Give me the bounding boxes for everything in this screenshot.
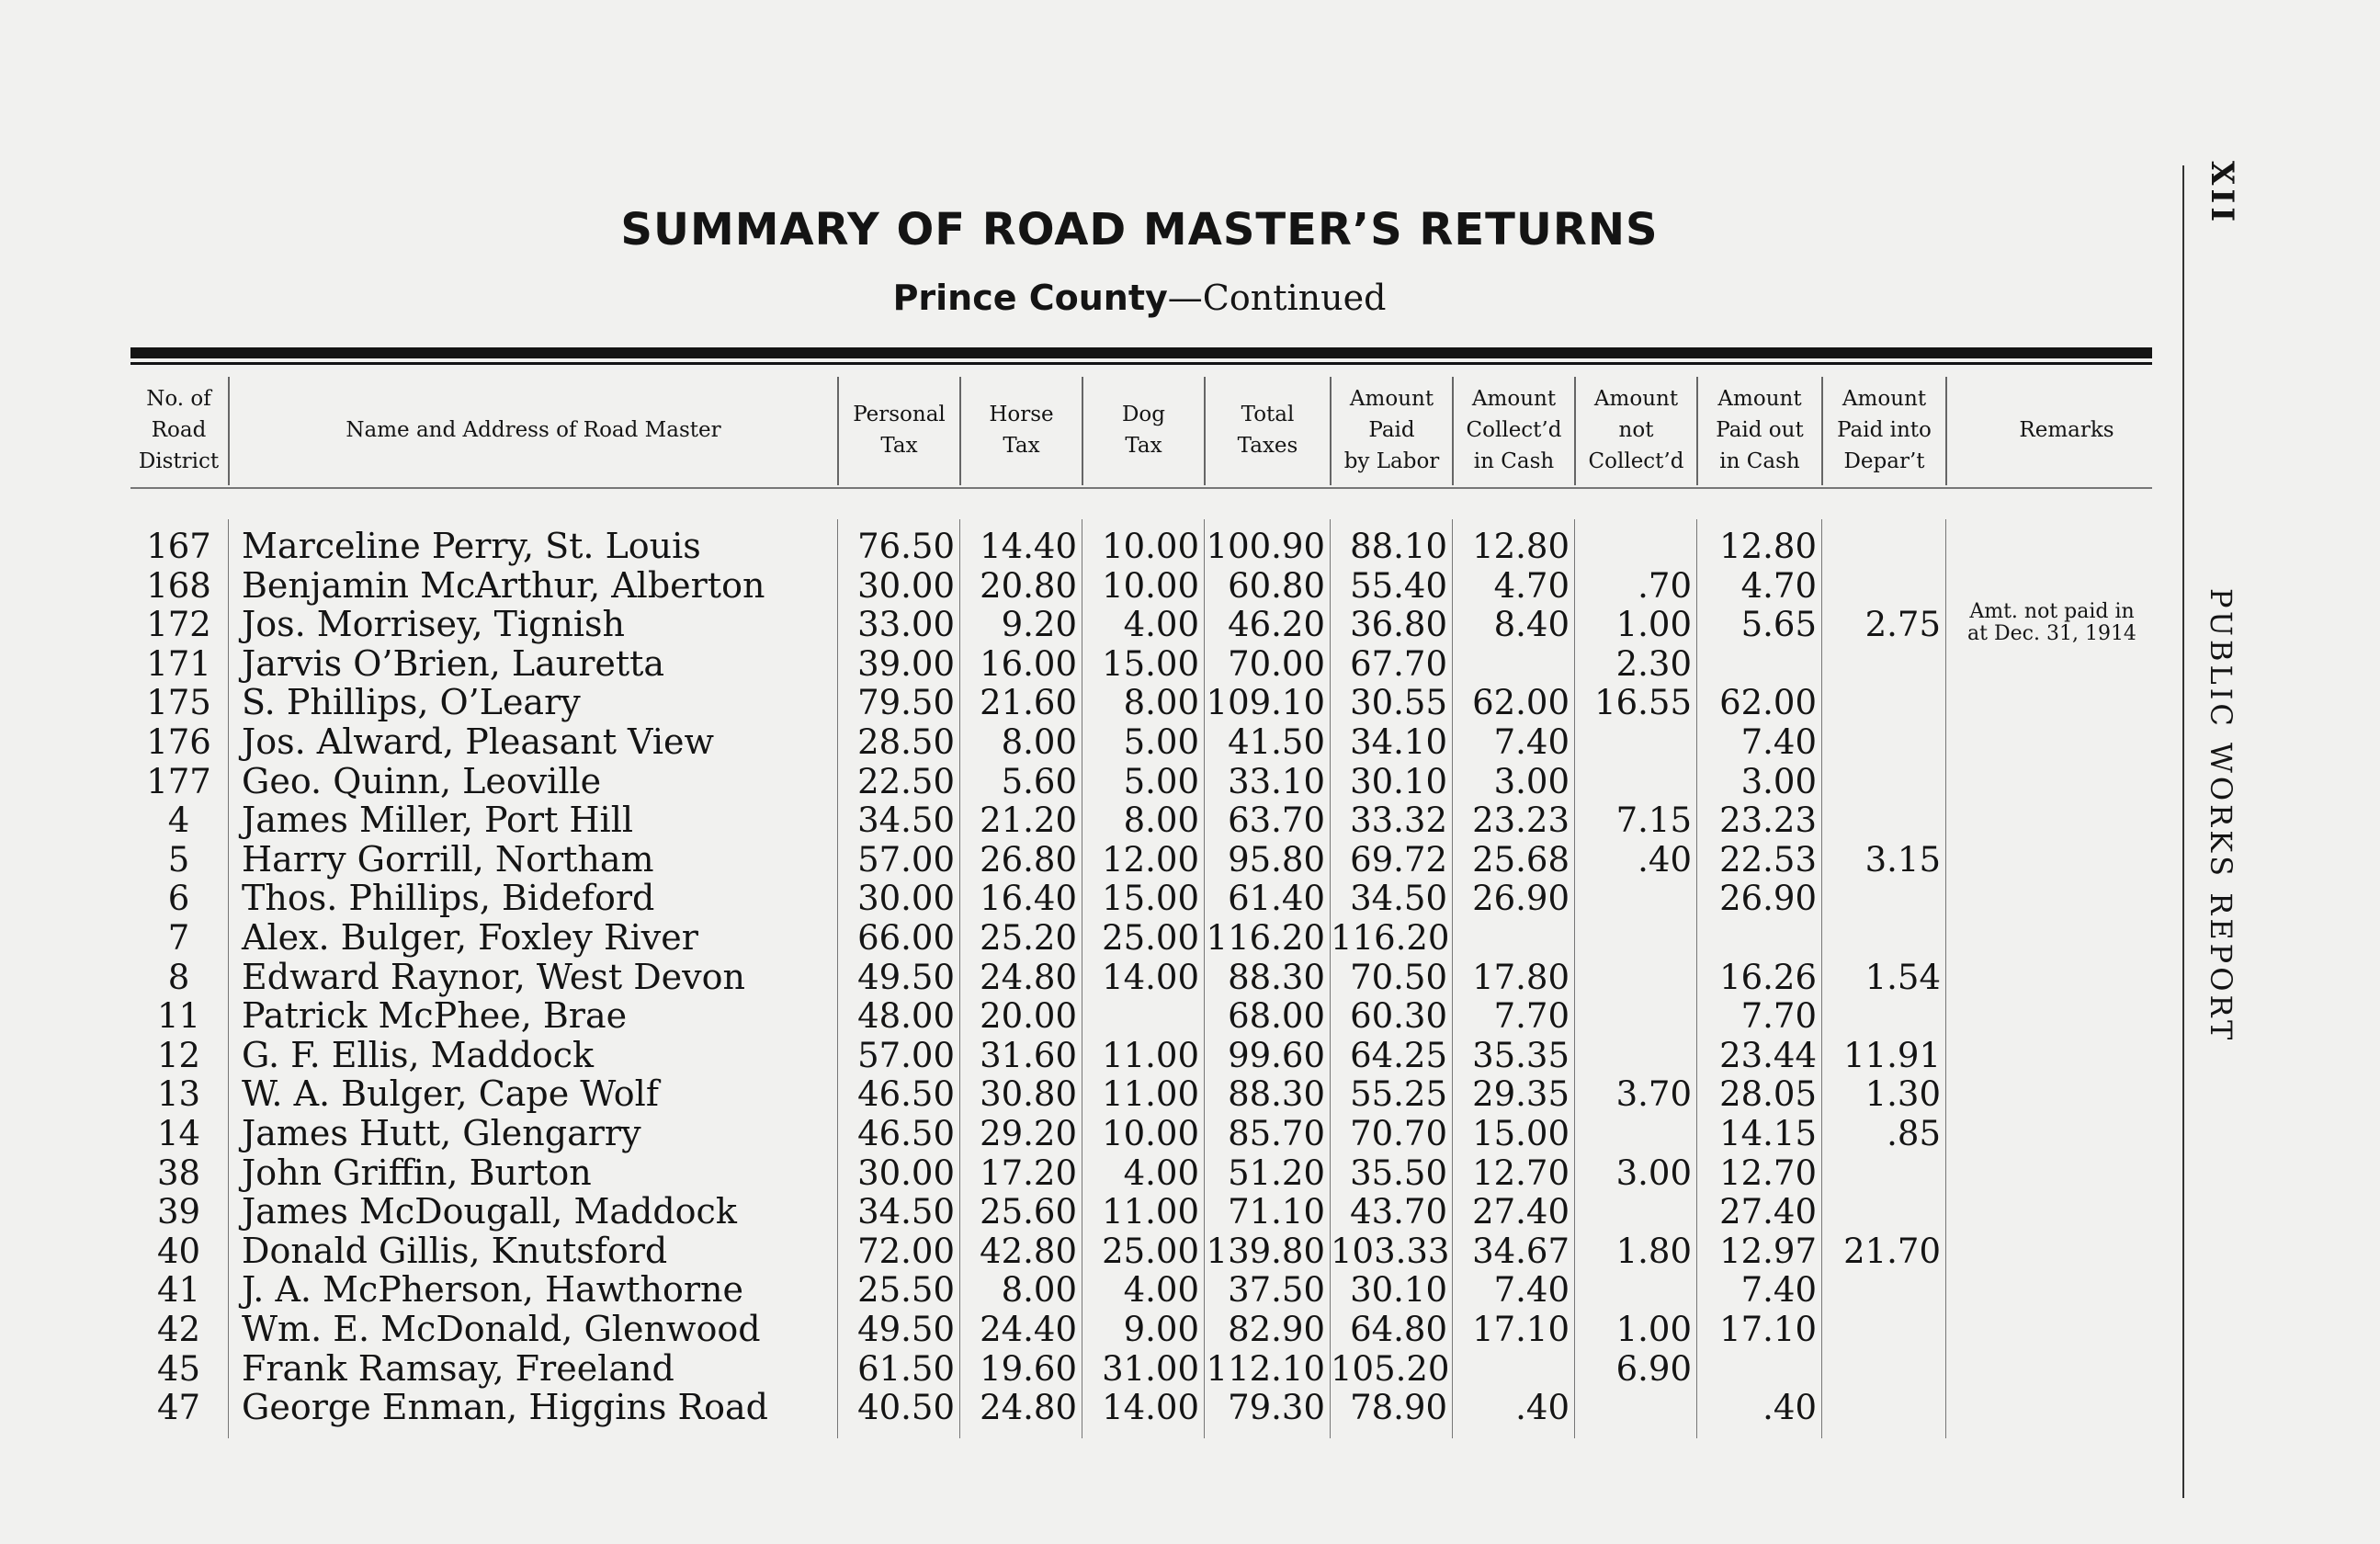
name-address-cell: Jos. Alward, Pleasant View (242, 721, 714, 762)
not-collected-cell (1575, 1114, 1697, 1153)
paid-by-labor-cell: 55.25 (1350, 1074, 1447, 1115)
page-title: SUMMARY OF ROAD MASTER’S RETURNS (620, 204, 1659, 255)
total-taxes-cell: 85.70 (1228, 1114, 1325, 1153)
remark-note: Amt. not paid in at Dec. 31, 1914 (1967, 600, 2136, 646)
personal-tax-cell: 30.00 (857, 879, 955, 919)
not-collected-cell (1575, 1036, 1697, 1075)
header-paid-by-labor: Amount Paid by Labor (1343, 387, 1440, 473)
name-address-cell: James Hutt, Glengarry (242, 1113, 641, 1153)
personal-tax-cell: 46.50 (857, 1114, 955, 1153)
personal-tax-cell: 34.50 (857, 800, 955, 841)
header-column-divider (1204, 377, 1206, 485)
district-cell: 40 (156, 1231, 201, 1271)
dog-tax-cell: 11.00 (1102, 1035, 1199, 1075)
horse-tax-cell: 8.00 (1001, 1270, 1077, 1311)
personal-tax-cell: 40.50 (857, 1388, 955, 1428)
horse-tax-cell: 24.40 (980, 1310, 1077, 1349)
horse-tax-cell: 26.80 (980, 839, 1077, 880)
header-name-address: Name and Address of Road Master (346, 418, 721, 442)
collected-in-cash-cell (1453, 644, 1575, 684)
dog-tax-cell: 14.00 (1102, 1388, 1199, 1428)
not-collected-cell (1575, 722, 1697, 762)
name-address-cell: Benjamin McArthur, Alberton (242, 564, 765, 606)
collected-in-cash-cell: 12.80 (1472, 527, 1570, 566)
personal-tax-cell: 57.00 (857, 839, 955, 880)
paid-out-in-cash-cell (1697, 644, 1822, 684)
horse-tax-cell: 20.00 (980, 996, 1077, 1037)
district-cell: 167 (146, 527, 211, 566)
collected-in-cash-cell (1453, 1349, 1575, 1389)
not-collected-cell (1575, 762, 1697, 801)
total-taxes-cell: 63.70 (1228, 800, 1325, 841)
district-cell: 7 (167, 918, 190, 958)
district-cell: 4 (167, 800, 190, 841)
personal-tax-cell: 34.50 (857, 1192, 955, 1232)
paid-out-in-cash-cell: 16.26 (1719, 957, 1817, 997)
collected-in-cash-cell: 27.40 (1472, 1192, 1570, 1232)
dog-tax-cell: 15.00 (1102, 643, 1199, 684)
collected-in-cash-cell: 35.35 (1472, 1035, 1570, 1075)
horse-tax-cell: 31.60 (980, 1035, 1077, 1075)
not-collected-cell (1575, 1270, 1697, 1310)
paid-out-in-cash-cell: 27.40 (1719, 1192, 1817, 1232)
district-cell: 39 (156, 1192, 201, 1232)
paid-by-labor-cell: 35.50 (1350, 1152, 1447, 1193)
name-address-cell: Patrick McPhee, Brae (242, 995, 628, 1037)
paid-into-department-cell (1822, 1192, 1946, 1232)
running-head: PUBLIC WORKS REPORT (2204, 588, 2238, 1044)
horse-tax-cell: 16.40 (980, 879, 1077, 919)
paid-out-in-cash-cell: 14.15 (1719, 1114, 1817, 1153)
paid-out-in-cash-cell (1697, 918, 1822, 958)
paid-by-labor-cell: 64.80 (1350, 1310, 1447, 1349)
paid-into-department-cell (1822, 527, 1946, 566)
paid-out-in-cash-cell: 26.90 (1719, 879, 1817, 919)
paid-into-department-cell: 3.15 (1864, 839, 1941, 880)
paid-by-labor-cell: 34.10 (1350, 722, 1447, 762)
paid-out-in-cash-cell: 12.97 (1719, 1231, 1817, 1271)
paid-by-labor-cell: 88.10 (1350, 527, 1447, 566)
total-taxes-cell: 71.10 (1228, 1192, 1325, 1232)
page-number: XII (2204, 161, 2240, 226)
right-margin-rule (2182, 165, 2184, 1498)
dog-tax-cell: 15.00 (1102, 879, 1199, 919)
total-taxes-cell: 88.30 (1228, 1074, 1325, 1115)
paid-by-labor-cell: 30.55 (1350, 683, 1447, 723)
personal-tax-cell: 33.00 (857, 605, 955, 645)
name-address-cell: Geo. Quinn, Leoville (242, 760, 602, 801)
collected-in-cash-cell: 17.80 (1472, 957, 1570, 997)
district-cell: 6 (167, 879, 190, 919)
paid-into-department-cell (1822, 566, 1946, 606)
name-address-cell: James McDougall, Maddock (242, 1191, 737, 1232)
district-cell: 171 (146, 643, 211, 684)
header-bottom-rule (130, 487, 2152, 489)
paid-out-in-cash-cell: 7.70 (1740, 996, 1817, 1037)
header-column-divider (1696, 377, 1698, 485)
personal-tax-cell: 30.00 (857, 1152, 955, 1193)
horse-tax-cell: 8.00 (1001, 722, 1077, 762)
collected-in-cash-cell: 26.90 (1472, 879, 1570, 919)
header-remarks: Remarks (2019, 418, 2114, 442)
not-collected-cell (1575, 1192, 1697, 1232)
personal-tax-cell: 72.00 (857, 1231, 955, 1271)
paid-into-department-cell (1822, 762, 1946, 801)
horse-tax-cell: 24.80 (980, 1388, 1077, 1428)
district-cell: 13 (156, 1074, 201, 1115)
not-collected-cell: 3.00 (1615, 1152, 1692, 1193)
paid-out-in-cash-cell: 7.40 (1740, 722, 1817, 762)
paid-into-department-cell (1822, 918, 1946, 958)
paid-by-labor-cell: 116.20 (1331, 918, 1450, 958)
total-taxes-cell: 99.60 (1228, 1035, 1325, 1075)
paid-by-labor-cell: 78.90 (1350, 1388, 1447, 1428)
dog-tax-cell: 9.00 (1123, 1310, 1199, 1349)
horse-tax-cell: 14.40 (980, 527, 1077, 566)
paid-by-labor-cell: 64.25 (1350, 1035, 1447, 1075)
paid-by-labor-cell: 69.72 (1350, 839, 1447, 880)
not-collected-cell: 1.80 (1615, 1231, 1692, 1271)
header-paid-into-department: Amount Paid into Depar’t (1837, 387, 1932, 473)
personal-tax-cell: 76.50 (857, 527, 955, 566)
collected-in-cash-cell: 23.23 (1472, 800, 1570, 841)
district-cell: 11 (156, 996, 201, 1037)
dog-tax-cell: 10.00 (1102, 1114, 1199, 1153)
total-taxes-cell: 41.50 (1228, 722, 1325, 762)
dog-tax-cell: 12.00 (1102, 839, 1199, 880)
personal-tax-cell: 25.50 (857, 1270, 955, 1311)
paid-out-in-cash-cell: 22.53 (1719, 839, 1817, 880)
horse-tax-cell: 29.20 (980, 1114, 1077, 1153)
total-taxes-cell: 70.00 (1228, 643, 1325, 684)
total-taxes-cell: 51.20 (1228, 1152, 1325, 1193)
district-cell: 176 (146, 722, 211, 762)
paid-by-labor-cell: 55.40 (1350, 565, 1447, 606)
not-collected-cell (1575, 1388, 1697, 1427)
dog-tax-cell: 25.00 (1102, 1231, 1199, 1271)
paid-into-department-cell (1822, 879, 1946, 918)
header-horse-tax: Horse Tax (989, 403, 1054, 458)
paid-out-in-cash-cell: 12.80 (1719, 527, 1817, 566)
personal-tax-cell: 46.50 (857, 1074, 955, 1115)
district-cell: 38 (156, 1152, 201, 1193)
header-column-divider (1945, 377, 1947, 485)
not-collected-cell: 16.55 (1594, 683, 1692, 723)
header-column-divider (1452, 377, 1454, 485)
subtitle-continued: —Continued (1167, 278, 1387, 318)
total-taxes-cell: 109.10 (1206, 683, 1325, 723)
name-address-cell: Jarvis O’Brien, Lauretta (242, 642, 665, 684)
paid-out-in-cash-cell (1697, 1349, 1822, 1389)
name-address-cell: Frank Ramsay, Freeland (242, 1347, 674, 1389)
paid-into-department-cell: 2.75 (1864, 605, 1941, 645)
paid-out-in-cash-cell: 5.65 (1740, 605, 1817, 645)
name-address-cell: Jos. Morrisey, Tignish (242, 604, 626, 645)
header-not-collected: Amount not Collect’d (1588, 387, 1684, 473)
paid-into-department-cell (1822, 996, 1946, 1036)
personal-tax-cell: 30.00 (857, 565, 955, 606)
personal-tax-cell: 39.00 (857, 643, 955, 684)
total-taxes-cell: 61.40 (1228, 879, 1325, 919)
collected-in-cash-cell: 7.70 (1493, 996, 1570, 1037)
total-taxes-cell: 68.00 (1228, 996, 1325, 1037)
paid-into-department-cell (1822, 644, 1946, 684)
total-taxes-cell: 60.80 (1228, 565, 1325, 606)
dog-tax-cell: 4.00 (1123, 1270, 1199, 1311)
dog-tax-cell: 14.00 (1102, 957, 1199, 997)
name-address-cell: John Griffin, Burton (242, 1152, 592, 1193)
collected-in-cash-cell: 3.00 (1493, 761, 1570, 801)
not-collected-cell (1575, 527, 1697, 566)
not-collected-cell: 2.30 (1615, 643, 1692, 684)
dog-tax-cell: 4.00 (1123, 605, 1199, 645)
collected-in-cash-cell: 17.10 (1472, 1310, 1570, 1349)
collected-in-cash-cell: 8.40 (1493, 605, 1570, 645)
dog-tax-cell: 11.00 (1102, 1074, 1199, 1115)
total-taxes-cell: 88.30 (1228, 957, 1325, 997)
name-address-cell: Wm. E. McDonald, Glenwood (242, 1309, 761, 1349)
name-address-cell: Thos. Phillips, Bideford (242, 878, 655, 919)
paid-into-department-cell (1822, 683, 1946, 722)
not-collected-cell: 3.70 (1615, 1074, 1692, 1115)
name-address-cell: Alex. Bulger, Foxley River (242, 917, 698, 958)
district-cell: 42 (156, 1310, 201, 1349)
paid-by-labor-cell: 105.20 (1331, 1348, 1450, 1389)
paid-by-labor-cell: 103.33 (1331, 1231, 1450, 1271)
collected-in-cash-cell: 15.00 (1472, 1114, 1570, 1153)
collected-in-cash-cell: 4.70 (1493, 565, 1570, 606)
paid-into-department-cell (1822, 800, 1946, 840)
dog-tax-cell: 8.00 (1123, 800, 1199, 841)
horse-tax-cell: 20.80 (980, 565, 1077, 606)
not-collected-cell: 1.00 (1615, 1310, 1692, 1349)
horse-tax-cell: 42.80 (980, 1231, 1077, 1271)
not-collected-cell (1575, 958, 1697, 997)
paid-out-in-cash-cell: 17.10 (1719, 1310, 1817, 1349)
paid-out-in-cash-cell: 28.05 (1719, 1074, 1817, 1115)
district-cell: 5 (167, 839, 190, 880)
collected-in-cash-cell: 34.67 (1472, 1231, 1570, 1271)
paid-by-labor-cell: 33.32 (1350, 800, 1447, 841)
not-collected-cell: 6.90 (1615, 1348, 1692, 1389)
header-personal-tax: Personal Tax (853, 403, 946, 458)
paid-into-department-cell: 11.91 (1843, 1035, 1941, 1075)
name-address-cell: W. A. Bulger, Cape Wolf (242, 1073, 659, 1115)
header-total-taxes: Total Taxes (1237, 403, 1298, 458)
header-dog-tax: Dog Tax (1121, 403, 1165, 458)
horse-tax-cell: 21.60 (980, 683, 1077, 723)
personal-tax-cell: 28.50 (857, 722, 955, 762)
district-cell: 41 (156, 1270, 201, 1311)
district-cell: 168 (146, 565, 211, 606)
subtitle-county: Prince County (892, 278, 1168, 318)
paid-into-department-cell (1822, 1310, 1946, 1349)
header-district: No. of Road District (138, 387, 220, 473)
collected-in-cash-cell: 7.40 (1493, 1270, 1570, 1311)
paid-out-in-cash-cell: 62.00 (1719, 683, 1817, 723)
district-cell: 14 (156, 1114, 201, 1153)
district-cell: 175 (146, 683, 211, 723)
name-address-cell: Harry Gorrill, Northam (242, 838, 654, 880)
paid-by-labor-cell: 67.70 (1350, 643, 1447, 684)
paid-out-in-cash-cell: 23.23 (1719, 800, 1817, 841)
paid-into-department-cell (1822, 1349, 1946, 1389)
not-collected-cell: .70 (1638, 565, 1692, 606)
dog-tax-cell: 31.00 (1102, 1348, 1199, 1389)
collected-in-cash-cell: .40 (1515, 1388, 1570, 1428)
district-cell: 172 (146, 605, 211, 645)
personal-tax-cell: 48.00 (857, 996, 955, 1037)
paid-out-in-cash-cell: .40 (1762, 1388, 1817, 1428)
paid-into-department-cell: 21.70 (1843, 1231, 1941, 1271)
not-collected-cell: 7.15 (1615, 800, 1692, 841)
district-cell: 12 (156, 1035, 201, 1075)
paid-into-department-cell (1822, 722, 1946, 762)
name-address-cell: Edward Raynor, West Devon (242, 956, 745, 997)
collected-in-cash-cell (1453, 918, 1575, 958)
paid-out-in-cash-cell: 23.44 (1719, 1035, 1817, 1075)
header-paid-out-in-cash: Amount Paid out in Cash (1716, 387, 1804, 473)
horse-tax-cell: 21.20 (980, 800, 1077, 841)
district-cell: 45 (156, 1348, 201, 1389)
total-taxes-cell: 46.20 (1228, 605, 1325, 645)
name-address-cell: James Miller, Port Hill (242, 800, 634, 841)
dog-tax-cell: 5.00 (1123, 722, 1199, 762)
horse-tax-cell: 5.60 (1001, 761, 1077, 801)
paid-out-in-cash-cell: 3.00 (1740, 761, 1817, 801)
not-collected-cell: .40 (1638, 839, 1692, 880)
horse-tax-cell: 25.20 (980, 918, 1077, 958)
header-column-divider (228, 377, 230, 485)
header-column-divider (959, 377, 961, 485)
total-taxes-cell: 33.10 (1228, 761, 1325, 801)
not-collected-cell (1575, 918, 1697, 958)
district-cell: 8 (167, 957, 190, 997)
total-taxes-cell: 100.90 (1206, 527, 1325, 566)
paid-by-labor-cell: 30.10 (1350, 761, 1447, 801)
top-thin-rule (130, 362, 2152, 365)
horse-tax-cell: 25.60 (980, 1192, 1077, 1232)
district-cell: 177 (146, 761, 211, 801)
paid-into-department-cell: 1.30 (1864, 1074, 1941, 1115)
paid-out-in-cash-cell: 12.70 (1719, 1152, 1817, 1193)
horse-tax-cell: 17.20 (980, 1152, 1077, 1193)
personal-tax-cell: 61.50 (857, 1348, 955, 1389)
total-taxes-cell: 82.90 (1228, 1310, 1325, 1349)
dog-tax-cell: 10.00 (1102, 527, 1199, 566)
dog-tax-cell: 10.00 (1102, 565, 1199, 606)
horse-tax-cell: 9.20 (1001, 605, 1077, 645)
horse-tax-cell: 30.80 (980, 1074, 1077, 1115)
paid-into-department-cell (1822, 1270, 1946, 1310)
personal-tax-cell: 22.50 (857, 761, 955, 801)
personal-tax-cell: 57.00 (857, 1035, 955, 1075)
header-collected-in-cash: Amount Collect’d in Cash (1466, 387, 1562, 473)
collected-in-cash-cell: 62.00 (1472, 683, 1570, 723)
name-address-cell: J. A. McPherson, Hawthorne (242, 1269, 744, 1311)
personal-tax-cell: 66.00 (857, 918, 955, 958)
dog-tax-cell (1082, 996, 1205, 1036)
collected-in-cash-cell: 29.35 (1472, 1074, 1570, 1115)
collected-in-cash-cell: 12.70 (1472, 1152, 1570, 1193)
top-thick-rule (130, 347, 2152, 358)
header-column-divider (1330, 377, 1332, 485)
horse-tax-cell: 19.60 (980, 1348, 1077, 1389)
name-address-cell: Donald Gillis, Knutsford (242, 1230, 668, 1271)
header-column-divider (837, 377, 839, 485)
paid-out-in-cash-cell: 4.70 (1740, 565, 1817, 606)
paid-into-department-cell: 1.54 (1864, 957, 1941, 997)
not-collected-cell: 1.00 (1615, 605, 1692, 645)
header-column-divider (1574, 377, 1576, 485)
paid-by-labor-cell: 34.50 (1350, 879, 1447, 919)
paid-by-labor-cell: 60.30 (1350, 996, 1447, 1037)
district-cell: 47 (156, 1388, 201, 1428)
paid-by-labor-cell: 70.50 (1350, 957, 1447, 997)
personal-tax-cell: 79.50 (857, 683, 955, 723)
paid-by-labor-cell: 30.10 (1350, 1270, 1447, 1311)
paid-by-labor-cell: 43.70 (1350, 1192, 1447, 1232)
personal-tax-cell: 49.50 (857, 957, 955, 997)
page-subtitle (515, 276, 1764, 320)
collected-in-cash-cell: 25.68 (1472, 839, 1570, 880)
dog-tax-cell: 8.00 (1123, 683, 1199, 723)
dog-tax-cell: 5.00 (1123, 761, 1199, 801)
paid-by-labor-cell: 36.80 (1350, 605, 1447, 645)
header-column-divider (1821, 377, 1823, 485)
name-address-cell: G. F. Ellis, Maddock (242, 1034, 595, 1075)
header-column-divider (1082, 377, 1083, 485)
name-address-cell: S. Phillips, O’Leary (242, 682, 581, 723)
paid-out-in-cash-cell: 7.40 (1740, 1270, 1817, 1311)
total-taxes-cell: 79.30 (1228, 1388, 1325, 1428)
horse-tax-cell: 24.80 (980, 957, 1077, 997)
not-collected-cell (1575, 996, 1697, 1036)
horse-tax-cell: 16.00 (980, 643, 1077, 684)
name-address-cell: Marceline Perry, St. Louis (242, 526, 701, 566)
paid-into-department-cell (1822, 1153, 1946, 1193)
total-taxes-cell: 116.20 (1206, 918, 1325, 958)
paid-by-labor-cell: 70.70 (1350, 1114, 1447, 1153)
name-address-cell: George Enman, Higgins Road (242, 1387, 768, 1428)
total-taxes-cell: 112.10 (1206, 1348, 1325, 1389)
dog-tax-cell: 11.00 (1102, 1192, 1199, 1232)
total-taxes-cell: 95.80 (1228, 839, 1325, 880)
total-taxes-cell: 37.50 (1228, 1270, 1325, 1311)
paid-into-department-cell: .85 (1887, 1114, 1941, 1153)
collected-in-cash-cell: 7.40 (1493, 722, 1570, 762)
personal-tax-cell: 49.50 (857, 1310, 955, 1349)
paid-into-department-cell (1822, 1388, 1946, 1427)
dog-tax-cell: 4.00 (1123, 1152, 1199, 1193)
not-collected-cell (1575, 879, 1697, 918)
total-taxes-cell: 139.80 (1206, 1231, 1325, 1271)
dog-tax-cell: 25.00 (1102, 918, 1199, 958)
